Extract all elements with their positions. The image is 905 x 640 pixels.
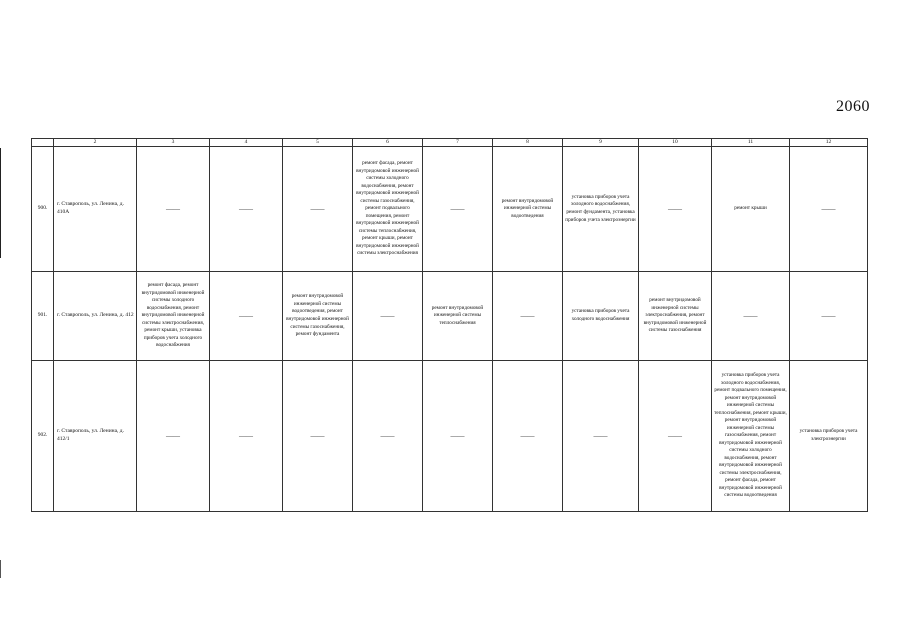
- column-number: 7: [423, 139, 493, 147]
- table-cell: ——: [210, 361, 283, 512]
- table-cell: ——: [563, 361, 639, 512]
- table-cell: ——: [493, 272, 563, 361]
- address-cell: г. Ставрополь, ул. Ленина, д. 412/1: [54, 361, 137, 512]
- table-row: [32, 272, 868, 361]
- page-number: 2060: [836, 98, 870, 115]
- column-number: 4: [210, 139, 283, 147]
- column-number: 3: [137, 139, 210, 147]
- row-number: 900.: [32, 147, 54, 272]
- table-cell: ремонт внутридомовой инженерной системы теплоснабжения: [423, 272, 493, 361]
- column-number: 11: [712, 139, 790, 147]
- scan-edge-mark: [0, 148, 1, 258]
- table-cell: ——: [210, 147, 283, 272]
- table-cell: ——: [353, 361, 423, 512]
- address-cell: г. Ставрополь, ул. Ленина, д. 412: [54, 272, 137, 361]
- table-cell: ——: [283, 361, 353, 512]
- column-number: 12: [790, 139, 868, 147]
- table-row: [32, 147, 868, 272]
- column-number: [32, 139, 54, 147]
- table-cell: установка приборов учета холодного водоснабжения, ремонт подвального помещения, ремонт внутридомовой инженерной системы теплоснабжения, ремонт крыши, ремонт внутридомовой инженерной системы газоснабжения, ремонт внутридомовой инженерной системы холодного водоснабжения, ремонт внутридомовой инженерной системы электроснабжения, ремонт фасада, ремонт внутридомовой инженерной системы водоотведения: [712, 361, 790, 512]
- table-cell: ремонт крыши: [712, 147, 790, 272]
- table-cell: ремонт внутридомовой инженерной системы водоотведения, ремонт внутридомовой инженерной системы газоснабжения, ремонт фундамента: [283, 272, 353, 361]
- table-cell: ремонт фасада, ремонт внутридомовой инженерной системы холодного водоснабжения, ремонт внутридомовой инженерной системы газоснабжения, ремонт подвального помещения, ремонт внутридомовой инженерной системы теплоснабжения, ремонт крыши, ремонт внутридомовой инженерной системы электроснабжения: [353, 147, 423, 272]
- table-cell: ремонт внутридомовой инженерной системы водоотведения: [493, 147, 563, 272]
- table-cell: ——: [790, 272, 868, 361]
- table-row: [32, 361, 868, 512]
- column-number: 6: [353, 139, 423, 147]
- table-cell: ——: [493, 361, 563, 512]
- table-cell: ——: [639, 147, 712, 272]
- table-cell: установка приборов учета электроэнергии: [790, 361, 868, 512]
- column-number: 10: [639, 139, 712, 147]
- table-cell: ——: [423, 147, 493, 272]
- row-number: 902.: [32, 361, 54, 512]
- table-cell: ——: [353, 272, 423, 361]
- table-cell: установка приборов учета холодного водоснабжения: [563, 272, 639, 361]
- column-number-row: [32, 139, 868, 147]
- table-cell: ——: [137, 361, 210, 512]
- table-cell: ——: [712, 272, 790, 361]
- table-cell: установка приборов учета холодного водоснабжения, ремонт фундамента, установка приборов учета электроэнергии: [563, 147, 639, 272]
- scan-edge-mark: [0, 560, 1, 578]
- table-cell: ремонт внутридомовой инженерной системы электроснабжения, ремонт внутридомовой инженерной системы газоснабжения: [639, 272, 712, 361]
- table-cell: ——: [423, 361, 493, 512]
- column-number: 9: [563, 139, 639, 147]
- table-cell: ——: [283, 147, 353, 272]
- table-cell: ремонт фасада, ремонт внутридомовой инженерной системы холодного водоснабжения, ремонт внутридомовой инженерной системы электроснабжения, ремонт крыши, установка приборов учета холодного водоснабжения: [137, 272, 210, 361]
- column-number: 8: [493, 139, 563, 147]
- column-number: 2: [54, 139, 137, 147]
- table-cell: ——: [639, 361, 712, 512]
- row-number: 901.: [32, 272, 54, 361]
- table-cell: ——: [137, 147, 210, 272]
- repair-schedule-table: [31, 138, 868, 512]
- table-cell: ——: [210, 272, 283, 361]
- column-number: 5: [283, 139, 353, 147]
- table-cell: ——: [790, 147, 868, 272]
- address-cell: г. Ставрополь, ул. Ленина, д. 410А: [54, 147, 137, 272]
